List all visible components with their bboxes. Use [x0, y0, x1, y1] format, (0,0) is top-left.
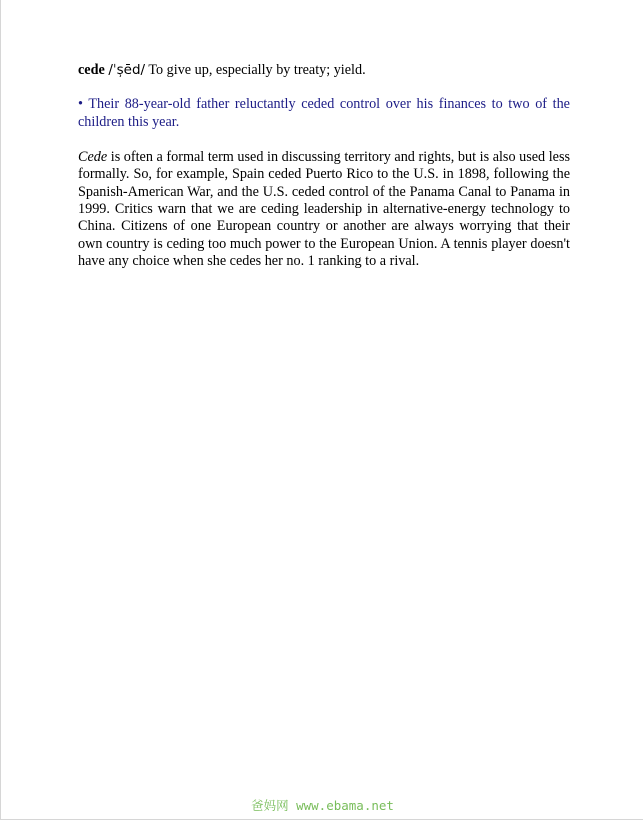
example-bullet: • [78, 96, 83, 113]
usage-note-term: Cede [78, 148, 108, 165]
headword: cede [78, 62, 105, 78]
usage-note [78, 149, 570, 271]
pronunciation: /ˈs̹ēd/ [108, 62, 146, 78]
example-text: Their 88-year-old father reluctantly ceded control over his finances to two of the children this year. [78, 96, 570, 130]
site-watermark: 爸妈网 www.ebama.net [251, 798, 394, 813]
dictionary-entry [78, 62, 570, 271]
definition: To give up, especially by treaty; yield. [148, 62, 366, 78]
entry-line [78, 62, 570, 79]
usage-note-text: is often a formal term used in discussing territory and rights, but is also used less formally. So, for example, Spain ceded Puerto Rico to the U.S. in 1898, following the Spanish-American War, and the U.S. ceded control of the Panama Canal to Panama in 1999. Critics warn that we are ceding leadership in alternative-energy technology to China. Citizens of one European country or another are always worrying that their own country is ceding too much power to the European Union. A tennis player doesn't have any choice when she cedes her no. 1 ranking to a rival. [78, 148, 571, 270]
example-sentence [78, 96, 570, 131]
